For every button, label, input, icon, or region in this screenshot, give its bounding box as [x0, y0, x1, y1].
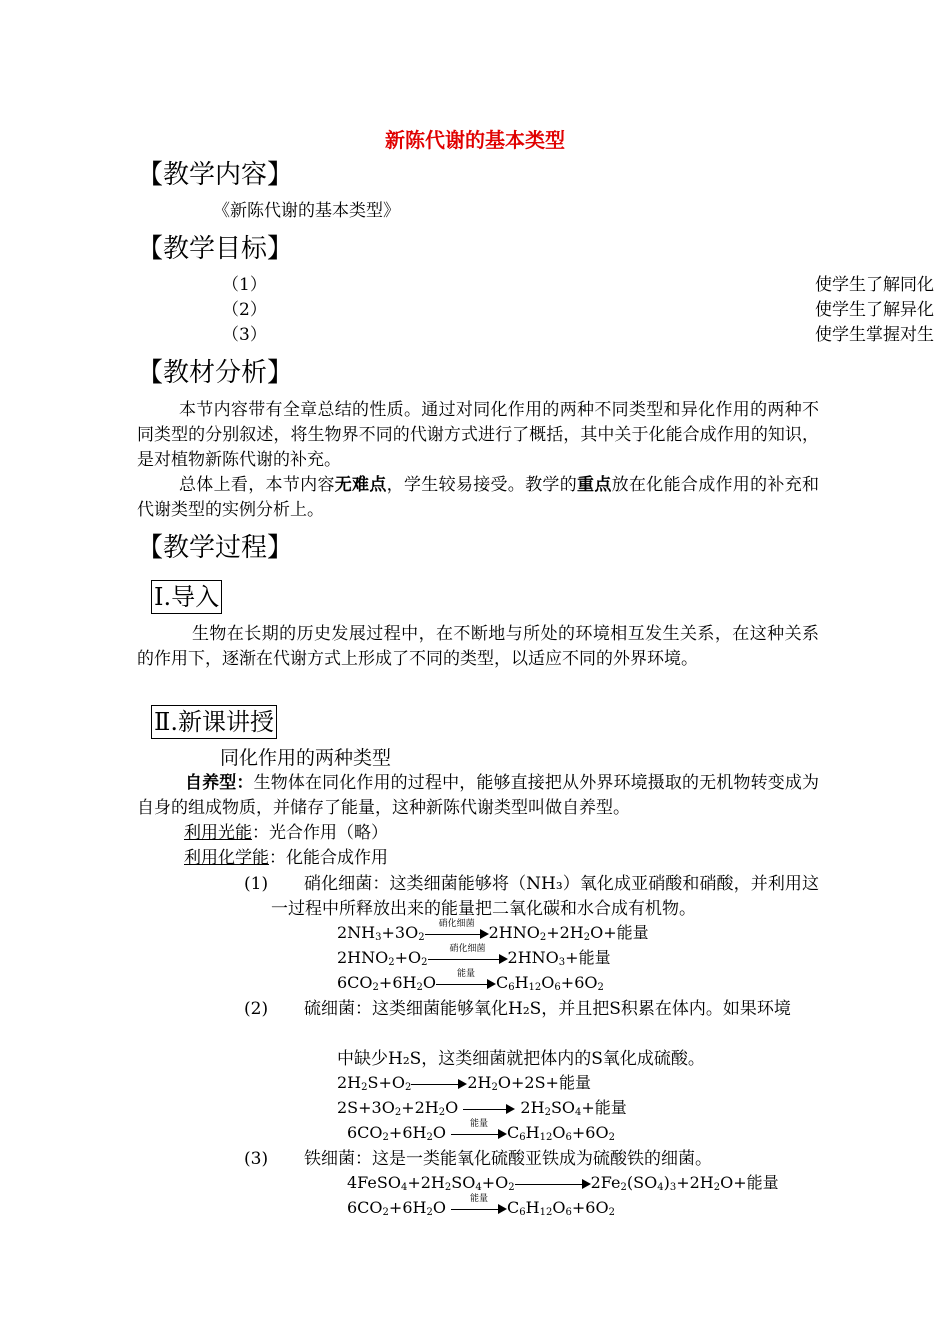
reaction-arrow-icon: 能量 — [451, 1128, 507, 1140]
analysis-paragraph-2: 总体上看，本节内容无难点，学生较易接受。教学的重点放在化能合成作用的补充和代谢类型的实例分析上。 — [137, 475, 820, 520]
equation-sulfur-2: $2S+3O_2+2H_2O$ $2H_2SO_4+$能量 — [337, 1098, 627, 1118]
goal-text-1: 使学生了解同化 — [815, 275, 934, 295]
reaction-arrow-icon — [515, 1178, 591, 1190]
heading-material-analysis: 【教材分析】 — [137, 358, 294, 388]
emphasis-no-difficulty: 无难点 — [334, 475, 387, 495]
content-text: 《新陈代谢的基本类型》 — [213, 201, 400, 221]
intro-paragraph: 生物在长期的历史发展过程中，在不断地与所处的环境相互发生关系，在这种关系的作用下，逐渐在代谢方式上形成了不同的类型，以适应不同的外界环境。 — [137, 624, 819, 669]
equation-nitrifying-3: $6CO_2+6H_2O$ 能量 $C_6H_{12}O_6+6O_2$ — [337, 968, 604, 993]
reaction-arrow-icon: 硝化细菌 — [425, 928, 489, 940]
equation-iron-2: $6CO_2+6H_2O$ 能量 $C_6H_{12}O_6+6O_2$ — [347, 1193, 615, 1218]
equation-nitrifying-2: $2HNO_2+O_2$ 硝化细菌 $2HNO_3+$能量 — [337, 943, 611, 968]
lesson-subtitle: 同化作用的两种类型 — [220, 747, 392, 769]
light-energy-line: 利用光能：光合作用（略） — [184, 823, 388, 843]
equation-sulfur-3: $6CO_2+6H_2O$ 能量 $C_6H_{12}O_6+6O_2$ — [347, 1118, 615, 1143]
bacteria-description-2-cont: 中缺少H₂S，这类细菌就把体内的S氧化成硫酸。 — [337, 1049, 705, 1069]
bacteria-description-2: 硫细菌：这类细菌能够氧化H₂S，并且把S积累在体内。如果环境 — [304, 999, 791, 1019]
heading-teaching-process: 【教学过程】 — [137, 533, 294, 563]
equation-iron-1: $4FeSO_4+2H_2SO_4+O_2$ $2Fe_2(SO_4)_3+2H_2O+$能量 — [347, 1173, 779, 1193]
bacteria-number-3: (3) — [244, 1149, 269, 1169]
goal-number-3: （3） — [222, 325, 267, 345]
reaction-arrow-icon: 能量 — [451, 1203, 507, 1215]
autotroph-paragraph: 自养型：生物体在同化作用的过程中，能够直接把从外界环境摄取的无机物转变成为自身的组成物质，并储存了能量，这种新陈代谢类型叫做自养型。 — [137, 773, 820, 818]
subheading-intro: Ⅰ.导入 — [151, 580, 222, 614]
emphasis-key-point: 重点 — [577, 475, 612, 495]
heading-teaching-goals: 【教学目标】 — [137, 234, 294, 264]
equation-sulfur-1: $2H_2S+O_2$ $2H_2O+2S+$能量 — [337, 1073, 591, 1093]
reaction-arrow-icon: 能量 — [436, 978, 496, 990]
bacteria-number-1: (1) — [244, 874, 269, 894]
goal-number-2: （2） — [222, 300, 267, 320]
autotroph-term: 自养型： — [185, 773, 254, 793]
bacteria-description-1: 硝化细菌：这类细菌能够将（NH₃）氧化成亚硝酸和硝酸，并利用这一过程中所释放出来的能量把二氧化碳和水合成有机物。 — [271, 874, 819, 919]
goal-number-1: （1） — [222, 275, 267, 295]
document-title: 新陈代谢的基本类型 — [385, 128, 565, 152]
heading-teaching-content: 【教学内容】 — [137, 160, 294, 190]
bacteria-description-3: 铁细菌：这是一类能氧化硫酸亚铁成为硫酸铁的细菌。 — [304, 1149, 712, 1169]
goal-text-3: 使学生掌握对生 — [815, 325, 934, 345]
reaction-arrow-icon — [463, 1103, 515, 1115]
equation-nitrifying-1: $2NH_3+3O_2$ 硝化细菌 $2HNO_2+2H_2O+$能量 — [337, 918, 649, 943]
bacteria-number-2: (2) — [244, 999, 269, 1019]
reaction-arrow-icon — [411, 1078, 467, 1090]
chemical-energy-line: 利用化学能：化能合成作用 — [184, 848, 388, 868]
goal-text-2: 使学生了解异化 — [815, 300, 934, 320]
reaction-arrow-icon: 硝化细菌 — [428, 953, 508, 965]
analysis-paragraph-1: 本节内容带有全章总结的性质。通过对同化作用的两种不同类型和异化作用的两种不同类型的分别叙述，将生物界不同的代谢方式进行了概括，其中关于化能合成作用的知识，是对植物新陈代谢的补充。 — [137, 400, 819, 470]
subheading-new-lesson: Ⅱ.新课讲授 — [151, 705, 277, 739]
